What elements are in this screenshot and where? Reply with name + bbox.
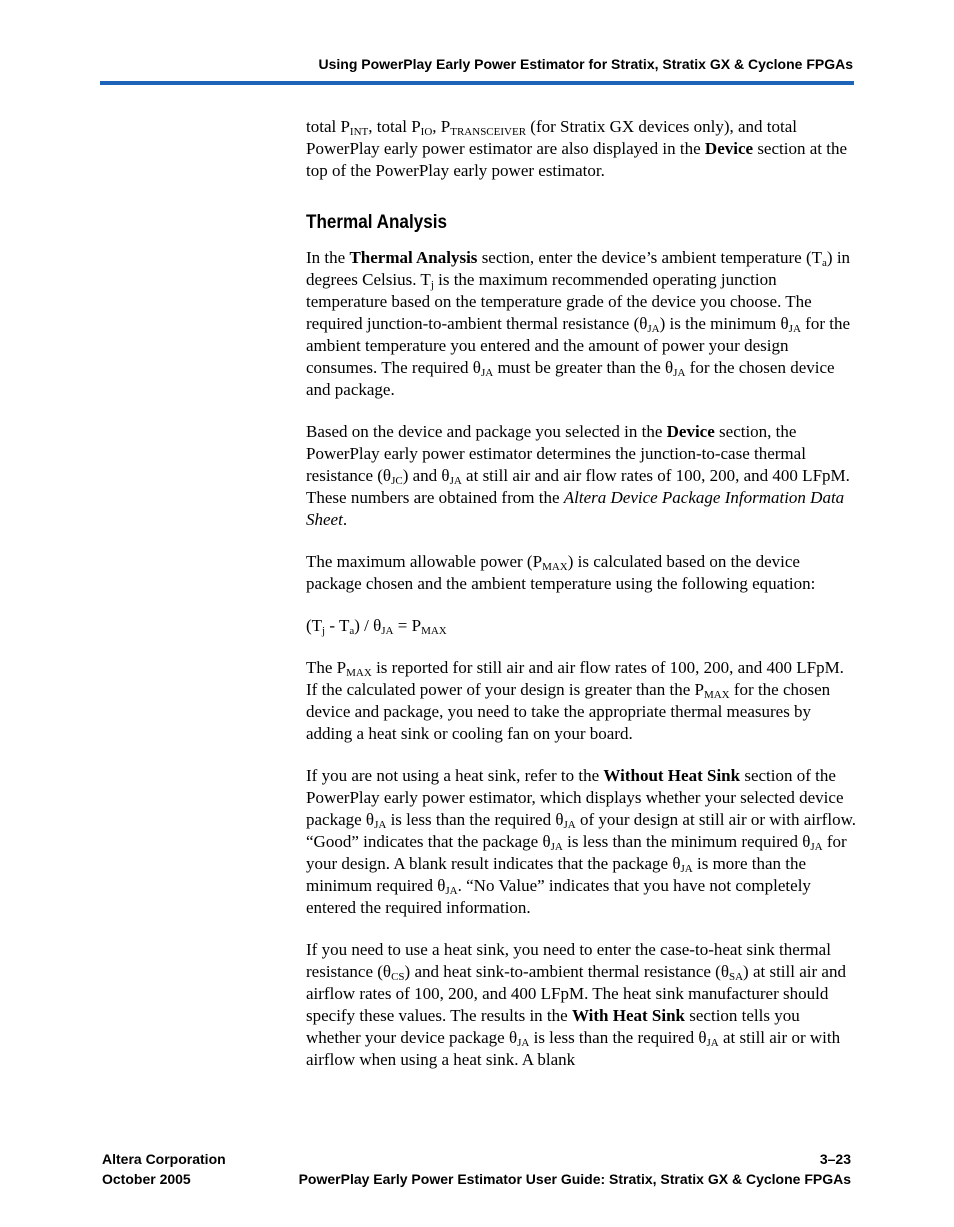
pmax-report-paragraph: The $P_{MAX}$ is reported for still air and air flow rates of 100, 200, and 400 LFpM. If the calculated power of your design is greater than the $P_{MAX}$ for the chosen device and package, you need to take the appropriate thermal measures by adding a heat sink or cooling fan on your board. (306, 658, 844, 743)
footer-company: Altera Corporation (102, 1151, 226, 1167)
data-sheet-reference: Altera Device Package Information Data Sheet (306, 488, 845, 529)
with-heat-sink-paragraph: If you need to use a heat sink, you need to enter the case-to-heat sink thermal resistance $(\theta_{CS})$ and heat sink-to-ambient thermal resistance $(\theta_{SA})$ at still air and airflow rates of 100, 200, and 400 LFpM. The heat sink manufacturer should specify these values. The results in the With Heat Sink section tells you whether your device package $\theta_{JA}$ is less than the required $\theta_{JA}$ at still air or with airflow when using a heat sink. A blank (306, 940, 846, 1069)
footer-guide-title: PowerPlay Early Power Estimator User Guide: Stratix, Stratix GX & Cyclone FPGAs (298, 1171, 851, 1187)
pmax-paragraph: The maximum allowable power $(P_{MAX})$ is calculated based on the device package chosen and the ambient temperature using the following equation: (306, 552, 816, 593)
without-heat-sink-paragraph: If you are not using a heat sink, refer to the Without Heat Sink section of the PowerPlay early power estimator, which displays whether your selected device package $\theta_{JA}$ is less than the required $\theta_{JA}$ of your design at still air or with airflow. “Good” indicates that the package $\theta_{JA}$ is less than the minimum required $\theta_{JA}$ for your design. A blank result indicates that the package $\theta_{JA}$ is more than the minimum required $\theta_{JA}$. “No Value” indicates that you have not completely entered the required information. (306, 766, 856, 917)
section-heading: Thermal Analysis (306, 212, 447, 233)
pmax-equation: $(T_j - T_a) / \theta_{JA} = P_{MAX}$ (306, 616, 447, 637)
footer-date: October 2005 (102, 1171, 191, 1187)
thermal-analysis-paragraph: In the Thermal Analysis section, enter the device’s ambient temperature $(T_a)$ in degrees Celsius. $T_j$ is the maximum recommended operating junction temperature based on the temperature grade of the device you choose. The required junction-to-ambient thermal resistance $(\theta_{JA})$ is the minimum $\theta_{JA}$ for the ambient temperature you entered and the amount of power your design consumes. The required $\theta_{JA}$ must be greater than the $\theta_{JA}$ for the chosen device and package. (306, 248, 851, 399)
footer-page-number: 3–23 (819, 1151, 851, 1167)
device-package-paragraph: Based on the device and package you selected in the Device section, the PowerPlay early power estimator determines the junction-to-case thermal resistance $(\theta_{JC})$ and $\theta_{JA}$ at still air and air flow rates of 100, 200, and 400 LFpM. These numbers are obtained from the Altera Device Package Information Data Sheet. (306, 422, 850, 529)
page-body (306, 116, 858, 1071)
header-rule (100, 81, 854, 85)
running-header-title: Using PowerPlay Early Power Estimator for Stratix, Stratix GX & Cyclone FPGAs (318, 56, 853, 72)
intro-paragraph: total $P_{INT}$, total $P_{IO}$, $P_{TRANSCEIVER}$ (for Stratix GX devices only), and total PowerPlay early power estimator are also displayed in the Device section at the top of the PowerPlay early power estimator. (306, 117, 848, 180)
